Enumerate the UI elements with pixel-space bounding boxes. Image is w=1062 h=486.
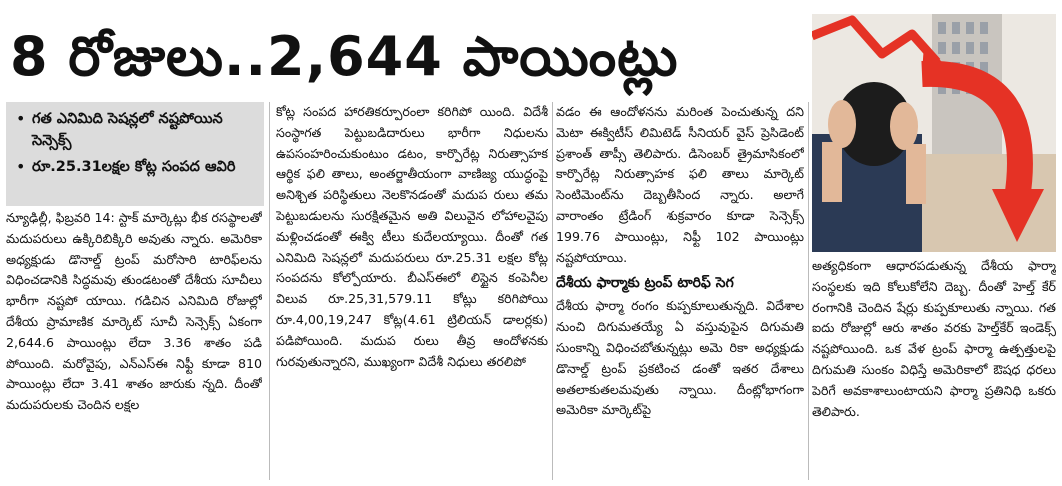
subheading: దేశీయ ఫార్మాకు ట్రంప్ టారిఫ్ సెగ xyxy=(556,275,734,292)
highlight-item xyxy=(16,156,258,178)
column-divider xyxy=(552,102,553,480)
column-text: దేశీయ ఫార్మా రంగం కుప్పకూలుతున్నది. విదేశాల నుంచి దిగుమతయ్యే ఏ వస్తువుపైన దిగుమతి సుంకాన్ని విధించబోతున్నట్లు అమె రికా అధ్యక్షుడు డొనాల్డ్ ట్రంప్ ప్రకటించ డంతో ఇతర దేశాలు అతలాకుతలమవుతు న్నాయి. దీంట్లోభాగంగా అమెరికా మార్కెట్‌పై xyxy=(556,298,804,418)
stock-crash-illustration xyxy=(812,14,1056,252)
highlights-box xyxy=(6,102,264,206)
highlight-item xyxy=(16,108,258,152)
column-text: న్యూఢిల్లీ, ఫిబ్రవరి 14: స్టాక్ మార్కెట్లు భీక రసప్థాలతో మదుపరులు ఉక్కిరిబిక్కిరి అవుతు న్నారు. అమెరికా అధ్యక్షుడు డొనాల్డ్ ట్రంప్ మరోసారి టారిఫ్‌లను విధించడానికి సిద్ధమవు తుండటంతో దేశీయ సూచీలు భారీగా నష్టపో యాయి. గడిచిన ఎనిమిది రోజుల్లో దేశీయ ప్రామాణిక మార్కెట్ సూచీ సెన్సెక్స్ ఏకంగా 2,644.6 పాయింట్లు లేదా 3.36 శాతం పడి పోయింది. మరోవైపు, ఎన్‌ఎస్‌ఈ నిఫ్టీ కూడా 810 పాయింట్లు లేదా 3.41 శాతం జారుకు న్నది. దీంతో మదుపరులకు చెందిన లక్షల xyxy=(6,210,262,413)
bullet-icon: • xyxy=(16,109,26,128)
column-divider xyxy=(269,102,270,480)
stock-crash-photo xyxy=(812,14,1056,252)
column-text: వడం ఈ ఆందోళనను మరింత పెంచుతున్న దని మెటా ఈక్విటీస్ లిమిటెడ్ సీనియర్ వైస్ ప్రెసిడెంట్ ప్రశాంత్ తాప్సీ తెలిపారు. డిసెంబర్ త్రైమాసికంలో కార్పొరేట్ల నిరుత్సాహక ఫలి తాలు మార్కెట్ సెంటిమెంట్‌ను దెబ్బతీసింద న్నారు. అలాగే వారాంతం ట్రేడింగ్ శుక్రవారం కూడా సెన్సెక్స్ 199.76 పాయింట్లు, నిఫ్టీ 102 పాయింట్లు నష్టపోయాయి. xyxy=(556,104,804,265)
column-text: కోట్ల సంపద హారతికర్పూరంలా కరిగిపో యింది. విదేశీ సంస్థాగత పెట్టుబడిదారులు భారీగా నిధులను ఉపసంహరించుకుంటుం డటం, కార్పొరేట్ల నిరుత్సాహక ఆర్థిక ఫలి తాలు, అంతర్జాతీయంగా వాణిజ్య యుద్ధంపై అనిశ్చిత పరిస్థితులు నెలకొనడంతో మదుప రులు తమ పెట్టుబడులను సురక్షితమైన అతి విలువైన లోహాలవైపు మళ్లించడంతో ఈక్వి టీలు కుదేలయ్యాయి. దీంతో గత ఎనిమిది సెషన్లలో మదుపరులు రూ.25.31 లక్షల కోట్ల సంపదను కోల్పోయారు. బీఎస్‌ఈలో లిస్టైన కంపెనీల విలువ రూ.25,31,579.11 కోట్లు కరిగిపోయి రూ.4,00,19,247 కోట్ల(4.61 ట్రిలియన్ డాలర్లకు) పడిపోయింది. మదుప రులు తీవ్ర ఆందోళనకు గురవుతున్నారని, ముఖ్యంగా విదేశీ నిధులు తరలిపో xyxy=(276,104,548,369)
column-divider xyxy=(808,102,809,480)
article-column-4 xyxy=(812,256,1056,480)
highlight-text: గత ఎనిమిది సెషన్లలో నష్టపోయిన సెన్సెక్స్ xyxy=(32,111,223,149)
article-column-1 xyxy=(6,208,262,480)
article-column-2 xyxy=(276,102,548,480)
article-column-3 xyxy=(556,102,804,480)
highlight-text: రూ.25.31లక్షల కోట్ల సంపద ఆవిరి xyxy=(32,159,236,175)
bullet-icon: • xyxy=(16,157,26,176)
column-text: అత్యధికంగా ఆధారపడుతున్న దేశీయ ఫార్మా సంస్థలకు ఇది కోలుకోలేని దెబ్బ. దీంతో హెల్త్ కేర్ రంగానికి చెందిన షేర్లు కుప్పకూలుతు న్నాయి. గత ఐదు రోజుల్లో ఆరు శాతం వరకు హెల్త్‌కేర్ ఇండెక్స్ నష్టపోయింది. ఒక వేళ ట్రంప్ ఫార్మా ఉత్పత్తులపై దిగుమతి సుంకం విధిస్తే అమెరికాలో ఔషధ ధరలు పెరిగే అవకాశాలుంటాయని ఫార్మా ప్రతినిధి ఒకరు తెలిపారు. xyxy=(812,258,1056,419)
headline: 8 రోజులు..2,644 పాయింట్లు xyxy=(10,25,679,88)
